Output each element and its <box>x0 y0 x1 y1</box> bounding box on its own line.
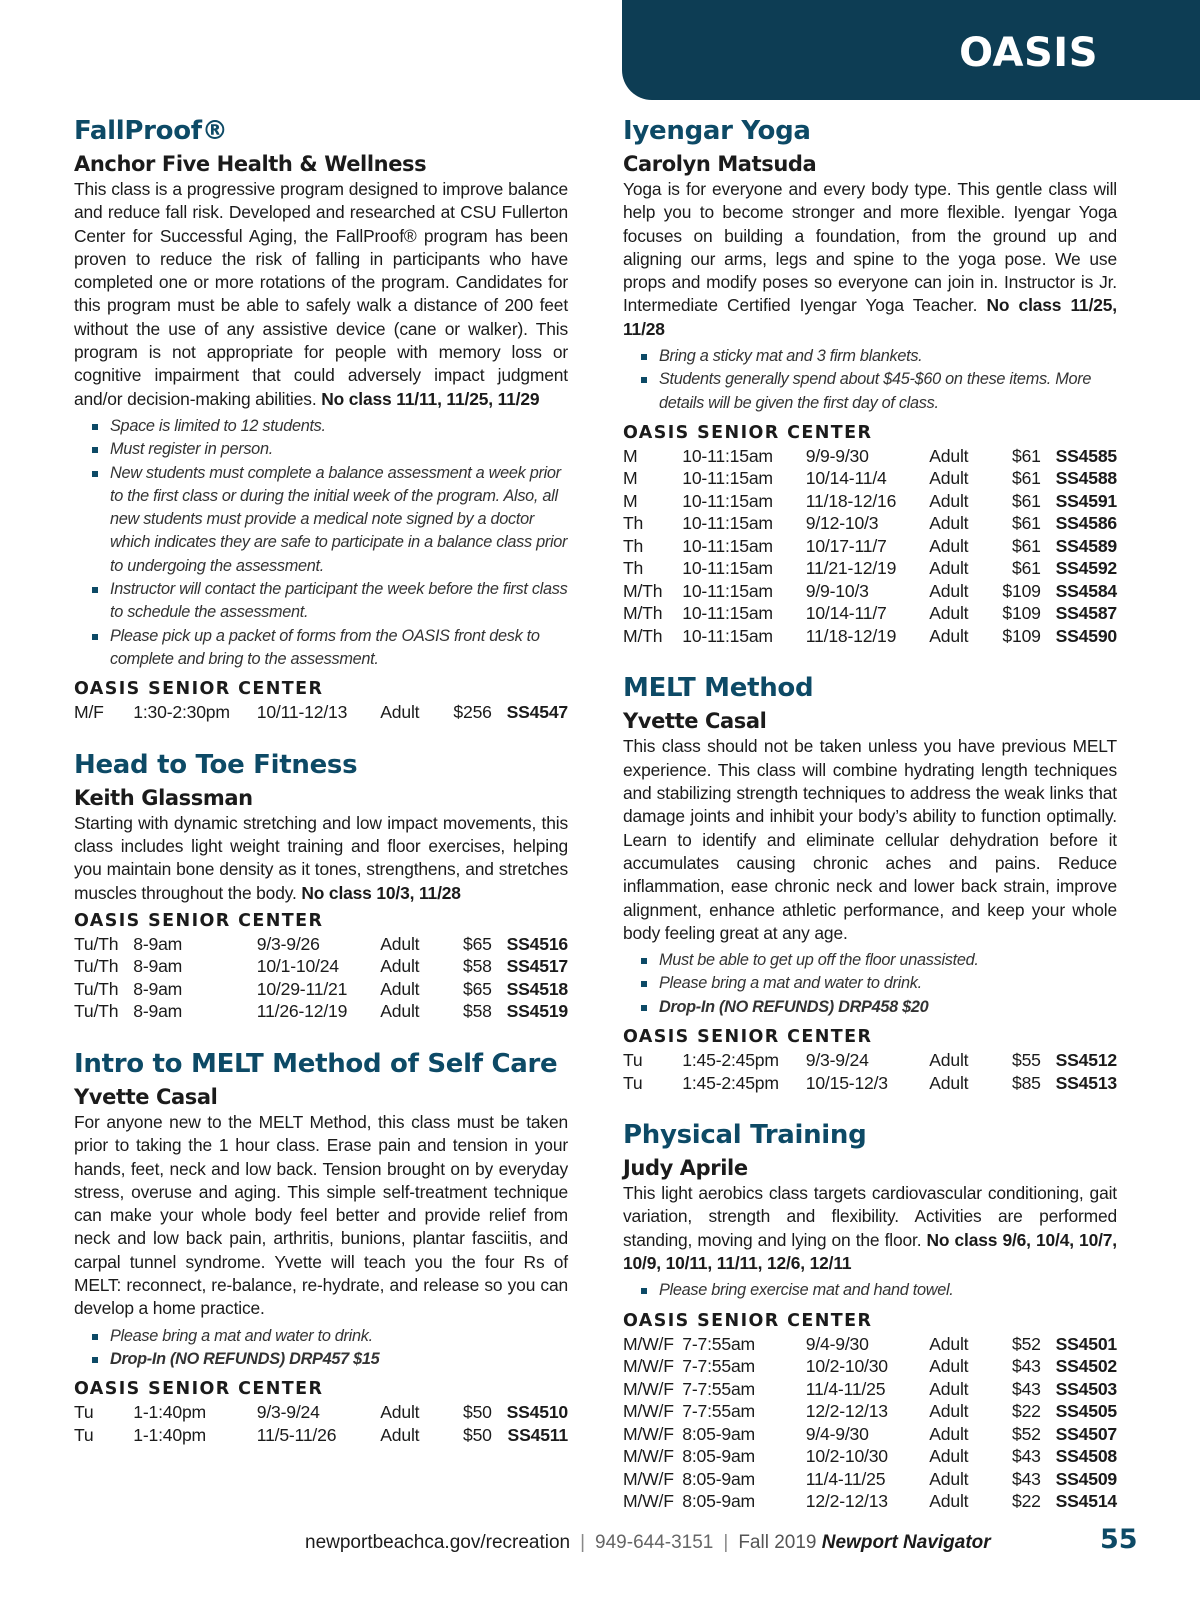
schedule-fee: $256 <box>453 702 492 723</box>
schedule-course-code[interactable]: SS4587 <box>1055 603 1117 624</box>
header-title: OASIS <box>959 30 1098 76</box>
schedule-dates: 12/2-12/13 <box>805 1401 888 1422</box>
schedule-dates: 12/2-12/13 <box>805 1491 888 1512</box>
schedule-fee: $22 <box>1011 1491 1041 1512</box>
schedule-days: M/W/F <box>623 1423 674 1444</box>
note-item: Bring a sticky mat and 3 firm blankets. <box>641 345 1117 368</box>
table-row <box>623 1378 1117 1401</box>
schedule-time: 1:45-2:45pm <box>682 1050 779 1071</box>
schedule-dates: 10/2-10/30 <box>805 1446 888 1467</box>
schedule-course-code[interactable]: SS4516 <box>506 933 568 954</box>
schedule-age-group: Adult <box>380 1402 420 1423</box>
schedule-dates: 10/15-12/3 <box>805 1072 888 1093</box>
course-section <box>623 112 1117 647</box>
schedule-dates: 11/21-12/19 <box>805 558 897 579</box>
schedule-fee: $50 <box>462 1402 492 1423</box>
note-item: Please pick up a packet of forms from the OASIS front desk to complete and bring to the assessment. <box>92 625 568 672</box>
note-item: Must register in person. <box>92 438 568 461</box>
table-row <box>74 701 568 724</box>
schedule-course-code[interactable]: SS4502 <box>1055 1356 1117 1377</box>
notes-list <box>641 949 1117 1019</box>
schedule-age-group: Adult <box>929 490 969 511</box>
schedule-course-code[interactable]: SS4519 <box>506 1001 568 1022</box>
schedule-dates: 10/29-11/21 <box>256 978 348 999</box>
instructor-name: Yvette Casal <box>623 709 767 734</box>
schedule-days: M <box>623 445 638 466</box>
schedule-time: 7-7:55am <box>682 1333 755 1354</box>
schedule-time: 10-11:15am <box>682 603 773 624</box>
schedule-time: 8-9am <box>133 933 183 954</box>
schedule-time: 10-11:15am <box>682 558 773 579</box>
notes-list <box>641 345 1117 415</box>
schedule-age-group: Adult <box>380 933 420 954</box>
schedule-age-group: Adult <box>929 603 969 624</box>
schedule-course-code[interactable]: SS4592 <box>1055 558 1117 579</box>
schedule-fee: $109 <box>1002 625 1041 646</box>
schedule-table <box>74 701 568 724</box>
schedule-course-code[interactable]: SS4507 <box>1055 1423 1117 1444</box>
course-description <box>74 178 568 411</box>
schedule-days: M/Th <box>623 603 663 624</box>
schedule-fee: $52 <box>1011 1333 1041 1354</box>
schedule-dates: 9/4-9/30 <box>805 1333 869 1354</box>
schedule-time: 7-7:55am <box>682 1378 755 1399</box>
right-column <box>623 112 1117 1535</box>
schedule-days: Tu <box>623 1050 643 1071</box>
table-row <box>74 933 568 956</box>
schedule-time: 1:30-2:30pm <box>133 702 230 723</box>
table-row <box>623 490 1117 513</box>
schedule-table <box>74 1401 568 1446</box>
schedule-days: Tu <box>74 1424 94 1445</box>
schedule-days: Th <box>623 513 644 534</box>
instructor-name: Keith Glassman <box>74 785 253 810</box>
schedule-days: Th <box>623 535 644 556</box>
schedule-table <box>623 445 1117 648</box>
schedule-dates: 10/14-11/4 <box>805 468 887 489</box>
schedule-fee: $85 <box>1011 1072 1041 1093</box>
schedule-dates: 11/4-11/25 <box>805 1468 886 1489</box>
schedule-fee: $52 <box>1011 1423 1041 1444</box>
schedule-dates: 11/26-12/19 <box>256 1001 348 1022</box>
table-row <box>623 625 1117 648</box>
schedule-dates: 11/18-12/16 <box>805 490 897 511</box>
course-title: FallProof® <box>74 116 228 146</box>
page-number: 55 <box>1100 1524 1138 1555</box>
schedule-course-code[interactable]: SS4505 <box>1055 1401 1117 1422</box>
footer-separator: | <box>723 1532 729 1553</box>
schedule-fee: $22 <box>1011 1401 1041 1422</box>
schedule-time: 8-9am <box>133 978 183 999</box>
schedule-age-group: Adult <box>929 1468 969 1489</box>
table-row <box>623 1423 1117 1446</box>
schedule-course-code[interactable]: SS4547 <box>506 702 568 723</box>
instructor-name: Carolyn Matsuda <box>623 152 817 176</box>
course-description <box>623 1182 1117 1275</box>
table-row <box>623 602 1117 625</box>
schedule-age-group: Adult <box>929 1423 969 1444</box>
note-item: Please bring exercise mat and hand towel. <box>641 1279 1117 1302</box>
instructor-name: Anchor Five Health & Wellness <box>74 152 427 176</box>
schedule-fee: $43 <box>1011 1468 1041 1489</box>
schedule-fee: $43 <box>1011 1356 1041 1377</box>
schedule-time: 8-9am <box>133 956 183 977</box>
note-item: Students generally spend about $45-$60 on these items. More details will be given the first day of class. <box>641 368 1117 415</box>
schedule-course-code[interactable]: SS4514 <box>1055 1491 1117 1512</box>
course-description <box>623 735 1117 945</box>
schedule-dates: 10/17-11/7 <box>805 535 887 556</box>
schedule-age-group: Adult <box>929 625 969 646</box>
schedule-course-code[interactable]: SS4584 <box>1055 580 1117 601</box>
schedule-course-code[interactable]: SS4586 <box>1055 513 1117 534</box>
instructor-name: Yvette Casal <box>74 1084 218 1109</box>
schedule-days: Tu/Th <box>74 956 119 977</box>
schedule-dates: 10/11-12/13 <box>256 702 348 723</box>
schedule-days: M <box>623 490 638 511</box>
schedule-dates: 10/2-10/30 <box>805 1356 888 1377</box>
no-class-dates: No class 11/25, 11/28 <box>623 295 1117 339</box>
drop-in-note: Drop-In (NO REFUNDS) DRP457 $15 <box>92 1348 568 1371</box>
description-text: This class should not be taken unless you have previous MELT experience. This class will combine hydrating length techniques and stabilizing strength techniques to address the weak links that damage joints and inhibit your body’s ability to function optimally. Learn to identify and eliminate cellular dehydration before it accumulates causing chronic aches and pains. Reduce inflammation, ease chronic neck and lower back strain, improve alignment, enhance athletic performance, and keep your whole body feeling great at any age. <box>623 736 1117 943</box>
course-title: MELT Method <box>623 673 814 704</box>
schedule-days: M/W/F <box>623 1333 674 1354</box>
note-item: Must be able to get up off the floor unassisted. <box>641 949 1117 972</box>
schedule-time: 10-11:15am <box>682 445 773 466</box>
schedule-dates: 11/5-11/26 <box>256 1424 337 1445</box>
schedule-dates: 9/9-9/30 <box>805 445 869 466</box>
schedule-course-code[interactable]: SS4517 <box>506 956 568 977</box>
schedule-age-group: Adult <box>929 513 969 534</box>
course-description <box>74 1111 568 1321</box>
schedule-time: 10-11:15am <box>682 580 773 601</box>
schedule-time: 10-11:15am <box>682 490 773 511</box>
notes-list <box>92 1325 568 1372</box>
schedule-age-group: Adult <box>929 1446 969 1467</box>
location-heading: OASIS SENIOR CENTER <box>74 679 324 700</box>
table-row <box>623 445 1117 468</box>
schedule-days: M/F <box>74 702 104 723</box>
no-class-dates: No class 10/3, 11/28 <box>301 882 461 903</box>
schedule-time: 8:05-9am <box>682 1491 755 1512</box>
course-section <box>623 669 1117 1094</box>
schedule-age-group: Adult <box>929 1050 969 1071</box>
schedule-time: 10-11:15am <box>682 513 773 534</box>
description-text: For anyone new to the MELT Method, this class must be taken prior to taking the 1 hour class. Erase pain and tension in your hands, feet, neck and low back. Tension brought on by everyday stress, overuse and aging. This simple self-treatment technique can make your whole body feel better and provide relief from neck and low back pain, arthritis, bunions, plantar fasciitis, and carpal tunnel syndrome. Yvette will teach you the four Rs of MELT: reconnect, re-balance, re-hydrate, and release so you can develop a home practice. <box>74 1111 568 1319</box>
description-text: This class is a progressive program designed to improve balance and reduce fall risk. Developed and researched at CSU Fullerton Center for Successful Aging, the FallProof® program has been proven to reduce the risk of falling in participants who have completed one or more rotations of the program. Candidates for this program must be able to safely walk a distance of 200 feet without the use of any assistive device (cane or walker). This program is not appropriate for people with memory loss or cognitive impairment that could adversely impact judgment and/or decision-making abilities. <box>74 179 568 409</box>
schedule-dates: 10/1-10/24 <box>256 956 339 977</box>
schedule-age-group: Adult <box>380 1424 420 1445</box>
schedule-fee: $58 <box>462 956 492 977</box>
course-section <box>623 1116 1117 1512</box>
course-title: Physical Training <box>623 1120 867 1151</box>
table-row <box>623 557 1117 580</box>
schedule-fee: $61 <box>1011 535 1041 556</box>
schedule-days: M/W/F <box>623 1446 674 1467</box>
schedule-age-group: Adult <box>380 978 420 999</box>
schedule-dates: 11/18-12/19 <box>805 625 897 646</box>
schedule-days: Tu/Th <box>74 978 119 999</box>
schedule-dates: 9/9-10/3 <box>805 580 869 601</box>
schedule-time: 8:05-9am <box>682 1468 755 1489</box>
schedule-fee: $65 <box>462 978 492 999</box>
table-row <box>623 535 1117 558</box>
schedule-age-group: Adult <box>929 1491 969 1512</box>
no-class-dates: No class 9/6, 10/4, 10/7, 10/9, 10/11, 11/11, 12/6, 12/11 <box>623 1229 1117 1273</box>
course-section <box>74 112 568 724</box>
schedule-time: 10-11:15am <box>682 535 773 556</box>
table-row <box>623 512 1117 535</box>
schedule-time: 1:45-2:45pm <box>682 1072 779 1093</box>
schedule-dates: 10/14-11/7 <box>805 603 887 624</box>
table-row <box>623 1333 1117 1356</box>
schedule-age-group: Adult <box>929 445 969 466</box>
note-item: Please bring a mat and water to drink. <box>92 1325 568 1348</box>
schedule-course-code[interactable]: SS4511 <box>507 1424 568 1445</box>
schedule-fee: $43 <box>1011 1378 1041 1399</box>
schedule-time: 10-11:15am <box>682 625 773 646</box>
schedule-days: Tu <box>623 1072 643 1093</box>
table-row <box>623 1049 1117 1072</box>
schedule-days: Tu <box>74 1402 94 1423</box>
schedule-days: Tu/Th <box>74 933 119 954</box>
table-row <box>623 1400 1117 1423</box>
footer-url[interactable]: newportbeachca.gov/recreation <box>305 1532 571 1553</box>
left-column <box>74 112 568 1468</box>
schedule-fee: $50 <box>462 1424 492 1445</box>
schedule-course-code[interactable]: SS4510 <box>506 1402 568 1423</box>
schedule-course-code[interactable]: SS4591 <box>1055 490 1117 511</box>
schedule-time: 7-7:55am <box>682 1401 755 1422</box>
table-row <box>74 1424 568 1447</box>
schedule-days: M/Th <box>623 625 663 646</box>
schedule-time: 8-9am <box>133 1001 183 1022</box>
schedule-course-code[interactable]: SS4590 <box>1055 625 1117 646</box>
course-title: Head to Toe Fitness <box>74 749 358 780</box>
schedule-age-group: Adult <box>929 1072 969 1093</box>
schedule-table <box>623 1049 1117 1094</box>
schedule-time: 8:05-9am <box>682 1446 755 1467</box>
footer-magazine: Newport Navigator <box>821 1532 991 1553</box>
course-section <box>74 1045 568 1446</box>
schedule-fee: $109 <box>1002 603 1041 624</box>
course-section <box>74 746 568 1023</box>
schedule-dates: 9/3-9/26 <box>256 933 320 954</box>
schedule-fee: $55 <box>1011 1050 1041 1071</box>
schedule-days: M/Th <box>623 580 663 601</box>
course-description <box>623 178 1117 341</box>
schedule-age-group: Adult <box>929 468 969 489</box>
table-row <box>623 1355 1117 1378</box>
footer-phone: 949-644-3151 <box>595 1532 714 1553</box>
location-heading: OASIS SENIOR CENTER <box>74 910 324 931</box>
notes-list <box>641 1279 1117 1302</box>
table-row <box>623 1072 1117 1095</box>
schedule-days: M/W/F <box>623 1491 674 1512</box>
schedule-days: Th <box>623 558 644 579</box>
schedule-days: Tu/Th <box>74 1001 119 1022</box>
schedule-fee: $61 <box>1011 490 1041 511</box>
description-text: This light aerobics class targets cardiovascular conditioning, gait variation, strength and flexibility. Activities are performed standing, moving and lying on the floor. <box>623 1183 1117 1250</box>
location-heading: OASIS SENIOR CENTER <box>623 1027 873 1048</box>
schedule-fee: $61 <box>1011 513 1041 534</box>
schedule-course-code[interactable]: SS4509 <box>1055 1468 1117 1489</box>
schedule-fee: $58 <box>462 1001 492 1022</box>
header-tab <box>622 0 1200 100</box>
schedule-age-group: Adult <box>929 1401 969 1422</box>
table-row <box>623 467 1117 490</box>
table-row <box>74 978 568 1001</box>
description-text: Yoga is for everyone and every body type. This gentle class will help you to become stronger and more flexible. Iyengar Yoga focuses on building a foundation, from the ground up and aligning our arms, legs and spine to the yoga pose. We use props and modify poses so everyone can join in. Instructor is Jr. Intermediate Certified Iyengar Yoga Teacher. <box>623 179 1117 316</box>
schedule-course-code[interactable]: SS4518 <box>506 978 568 999</box>
table-row <box>74 955 568 978</box>
schedule-course-code[interactable]: SS4508 <box>1055 1446 1117 1467</box>
schedule-course-code[interactable]: SS4585 <box>1055 445 1117 466</box>
schedule-dates: 9/12-10/3 <box>805 513 879 534</box>
table-row <box>623 1490 1117 1513</box>
description-text: Starting with dynamic stretching and low impact movements, this class includes light weight training and floor exercises, helping you maintain bone density as it tones, strengthens, and stretches muscles throughout the body. <box>74 812 568 903</box>
schedule-course-code[interactable]: SS4503 <box>1055 1378 1117 1399</box>
schedule-days: M/W/F <box>623 1378 674 1399</box>
notes-list <box>92 415 568 671</box>
schedule-time: 10-11:15am <box>682 468 773 489</box>
schedule-table <box>74 933 568 1023</box>
table-row <box>623 1445 1117 1468</box>
schedule-dates: 9/4-9/30 <box>805 1423 869 1444</box>
schedule-days: M <box>623 468 638 489</box>
schedule-age-group: Adult <box>380 956 420 977</box>
schedule-time: 1-1:40pm <box>133 1402 206 1423</box>
footer <box>305 1532 991 1554</box>
instructor-name: Judy Aprile <box>623 1156 748 1181</box>
schedule-age-group: Adult <box>929 1356 969 1377</box>
note-item: Instructor will contact the participant the week before the first class to schedule the assessment. <box>92 578 568 625</box>
schedule-course-code[interactable]: SS4588 <box>1055 468 1117 489</box>
schedule-age-group: Adult <box>929 580 969 601</box>
schedule-course-code[interactable]: SS4501 <box>1055 1333 1117 1354</box>
table-row <box>623 580 1117 603</box>
schedule-fee: $65 <box>462 933 492 954</box>
note-item: New students must complete a balance assessment a week prior to the first class or during the initial week of the program. Also, all new students must provide a medical note signed by a doctor which indicates they are safe to participate in a balance class prior to undergoing the assessment. <box>92 462 568 578</box>
schedule-dates: 11/4-11/25 <box>805 1378 886 1399</box>
table-row <box>74 1000 568 1023</box>
drop-in-note: Drop-In (NO REFUNDS) DRP458 $20 <box>641 996 1117 1019</box>
location-heading: OASIS SENIOR CENTER <box>74 1379 324 1400</box>
schedule-age-group: Adult <box>929 535 969 556</box>
schedule-days: M/W/F <box>623 1468 674 1489</box>
course-title: Iyengar Yoga <box>623 116 811 146</box>
footer-separator: | <box>580 1532 586 1553</box>
schedule-course-code[interactable]: SS4589 <box>1055 535 1117 556</box>
footer-season: Fall 2019 <box>738 1532 817 1553</box>
schedule-dates: 9/3-9/24 <box>256 1402 320 1423</box>
schedule-dates: 9/3-9/24 <box>805 1050 869 1071</box>
note-item: Please bring a mat and water to drink. <box>641 972 1117 995</box>
schedule-fee: $43 <box>1011 1446 1041 1467</box>
schedule-table <box>623 1333 1117 1513</box>
schedule-age-group: Adult <box>929 558 969 579</box>
no-class-dates: No class 11/11, 11/25, 11/29 <box>321 388 540 409</box>
schedule-fee: $61 <box>1011 445 1041 466</box>
schedule-age-group: Adult <box>929 1333 969 1354</box>
schedule-age-group: Adult <box>929 1378 969 1399</box>
schedule-fee: $61 <box>1011 468 1041 489</box>
course-description <box>74 812 568 905</box>
schedule-days: M/W/F <box>623 1401 674 1422</box>
schedule-fee: $109 <box>1002 580 1041 601</box>
schedule-days: M/W/F <box>623 1356 674 1377</box>
table-row <box>623 1468 1117 1491</box>
schedule-time: 1-1:40pm <box>133 1424 206 1445</box>
note-item: Space is limited to 12 students. <box>92 415 568 438</box>
schedule-time: 7-7:55am <box>682 1356 755 1377</box>
schedule-course-code[interactable]: SS4513 <box>1055 1072 1117 1093</box>
course-title: Intro to MELT Method of Self Care <box>74 1048 558 1079</box>
schedule-time: 8:05-9am <box>682 1423 755 1444</box>
schedule-age-group: Adult <box>380 702 420 723</box>
schedule-fee: $61 <box>1011 558 1041 579</box>
schedule-course-code[interactable]: SS4512 <box>1055 1050 1117 1071</box>
location-heading: OASIS SENIOR CENTER <box>623 1310 873 1331</box>
table-row <box>74 1401 568 1424</box>
location-heading: OASIS SENIOR CENTER <box>623 422 873 443</box>
schedule-age-group: Adult <box>380 1001 420 1022</box>
